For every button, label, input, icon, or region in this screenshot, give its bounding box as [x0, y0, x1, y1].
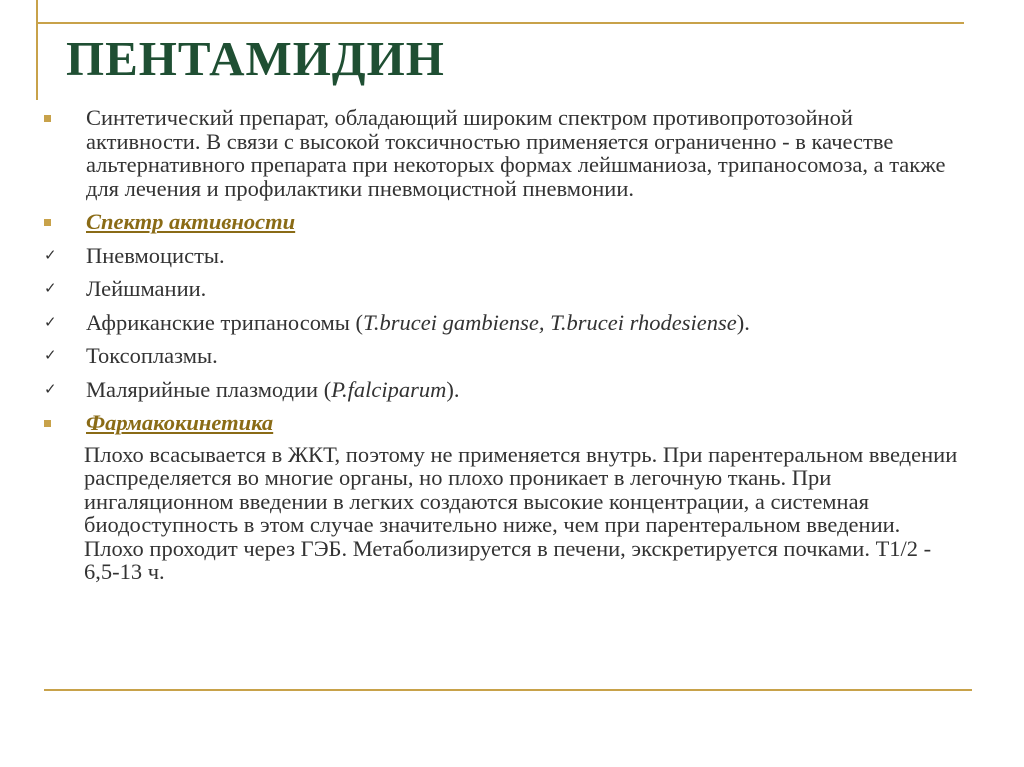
slide-content	[44, 104, 964, 584]
spectrum-item	[44, 344, 964, 368]
intro-bullet	[44, 106, 964, 200]
spectrum-heading-bullet	[44, 210, 964, 234]
spectrum-item	[44, 277, 964, 301]
spectrum-item	[44, 244, 964, 268]
checkmark-icon: ✓	[44, 279, 57, 297]
spectrum-item-text: Африканские трипаносомы (	[86, 309, 364, 335]
spectrum-item-text: Лейшмании.	[86, 276, 207, 301]
spectrum-item-text: Пневмоцисты.	[86, 242, 225, 268]
spectrum-item-text: Малярийные плазмодии (	[86, 376, 332, 402]
spectrum-item-end: ).	[446, 376, 460, 402]
square-bullet-icon	[44, 115, 51, 122]
checkmark-icon: ✓	[44, 379, 57, 398]
top-decorative-line	[36, 22, 964, 24]
checkmark-icon: ✓	[44, 245, 57, 264]
latin-species-names: T.brucei gambiense, T.brucei rhodesiense	[363, 309, 737, 335]
spectrum-item-end: ).	[736, 309, 750, 335]
latin-species-name: P.falciparum	[331, 376, 447, 402]
spectrum-item	[44, 378, 964, 402]
spectrum-heading: Спектр активности	[86, 209, 296, 234]
slide-title: ПЕНТАМИДИН	[66, 31, 445, 86]
pharmacokinetics-heading-bullet	[44, 411, 964, 435]
square-bullet-icon	[44, 420, 51, 427]
spectrum-item-text: Токсоплазмы.	[86, 343, 218, 368]
spectrum-item	[44, 311, 964, 335]
square-bullet-icon	[44, 219, 51, 226]
pharmacokinetics-heading: Фармакокинетика	[86, 410, 274, 435]
left-decorative-line	[36, 0, 38, 100]
bottom-decorative-line	[44, 689, 972, 691]
checkmark-icon: ✓	[44, 312, 57, 331]
pharmacokinetics-text: Плохо всасывается в ЖКТ, поэтому не применяется внутрь. При парентеральном введении распределяется во многие органы, но плохо проникает в легочную ткань. При ингаляционном введении в легких создаются высокие концентрации, а системная биодоступность в этом случае значительно ниже, чем при парентеральном введении. Плохо проходит через ГЭБ. Метаболизируется в печени, экскретируется почками. Т1/2 - 6,5-13 ч.	[84, 441, 958, 584]
intro-text: Синтетический препарат, обладающий широким спектром противопротозойной активности. В связи с высокой токсичностью применяется ограниченно - в качестве альтернативного препарата при некоторых формах лейшманиоза, трипаносомоза, а также для лечения и профилактики пневмоцистной пневмонии.	[86, 105, 946, 201]
checkmark-icon: ✓	[44, 346, 57, 364]
